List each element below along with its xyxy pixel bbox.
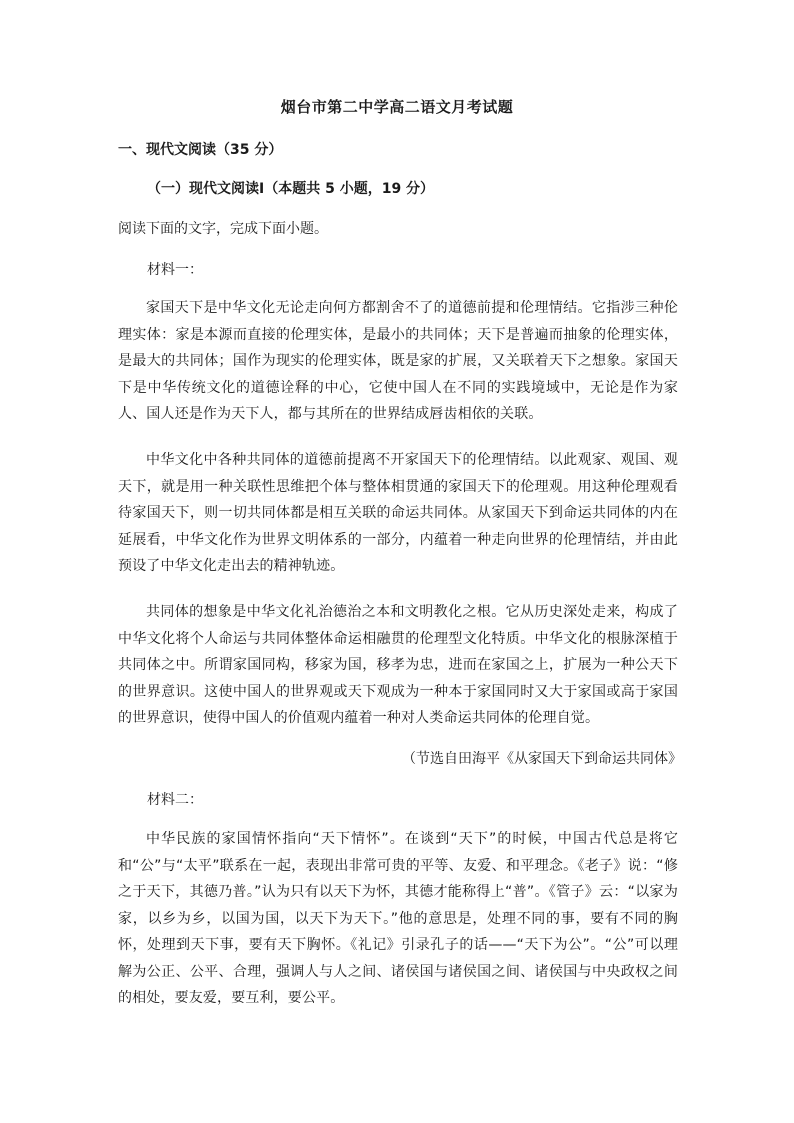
material2-label: 材料二： xyxy=(147,792,203,808)
material1-paragraph-1: 家国天下是中华文化无论走向何方都割舍不了的道德前提和伦理情结。它指涉三种伦理实体：家是本源而直接的伦理实体，是最小的共同体；天下是普遍而抽象的伦理实体，是最大的共同体；国作为现实的伦理实体，既是家的扩展，又关联着天下之想象。家国天下是中华传统文化的道德诠释的中心，它使中国人在不同的实践境域中，无论是作为家人、国人还是作为天下人，都与其所在的世界结成唇齿相依的关联。 xyxy=(118,300,678,422)
material1-paragraph-3: 共同体的想象是中华文化礼治德治之本和文明教化之根。它从历史深处走来，构成了中华文化将个人命运与共同体整体命运相融贯的伦理型文化特质。中华文化的根脉深植于共同体之中。所谓家国同构，移家为国，移孝为忠，进而在家国之上，扩展为一种公天下的世界意识。这使中国人的世界观或天下观成为一种本于家国同时又大于家国或高于家国的世界意识，使得中国人的价值观内蕴着一种对人类命运共同体的伦理自觉。 xyxy=(118,604,678,726)
material1-source: （节选自田海平《从家国天下到命运共同体》 xyxy=(402,751,682,767)
section-heading: 一、现代文阅读（35 分） xyxy=(118,142,283,158)
subsection-heading: （一）现代文阅读Ⅰ（本题共 5 小题，19 分） xyxy=(147,181,435,197)
material1-label: 材料一： xyxy=(147,262,203,278)
page-title: 烟台市第二中学高二语文月考试题 xyxy=(280,98,514,116)
instruction-text: 阅读下面的文字，完成下面小题。 xyxy=(118,221,328,237)
material2-paragraph-1: 中华民族的家国情怀指向“天下情怀”。在谈到“天下”的时候，中国古代总是将它和“公”与“太平”联系在一起，表现出非常可贵的平等、友爱、和平理念。《老子》说：“修之于天下，其德乃普。”认为只有以天下为怀，其德才能称得上“普”。《管子》云：“以家为家，以乡为乡，以国为国，以天下为天下。”他的意思是，处理不同的事，要有不同的胸怀，处理到天下事，要有天下胸怀。《礼记》引录孔子的话——“天下为公”。“公”可以理解为公正、公平、合理，强调人与人之间、诸侯国与诸侯国之间、诸侯国与中央政权之间的相处，要友爱，要互利，要公平。 xyxy=(118,831,678,1006)
material1-paragraph-2: 中华文化中各种共同体的道德前提离不开家国天下的伦理情结。以此观家、观国、观天下，就是用一种关联性思维把个体与整体相贯通的家国天下的伦理观。用这种伦理观看待家国天下，则一切共同体都是相互关联的命运共同体。从家国天下到命运共同体的内在延展看，中华文化作为世界文明体系的一部分，内蕴着一种走向世界的伦理情结，并由此预设了中华文化走出去的精神轨迹。 xyxy=(118,452,678,574)
